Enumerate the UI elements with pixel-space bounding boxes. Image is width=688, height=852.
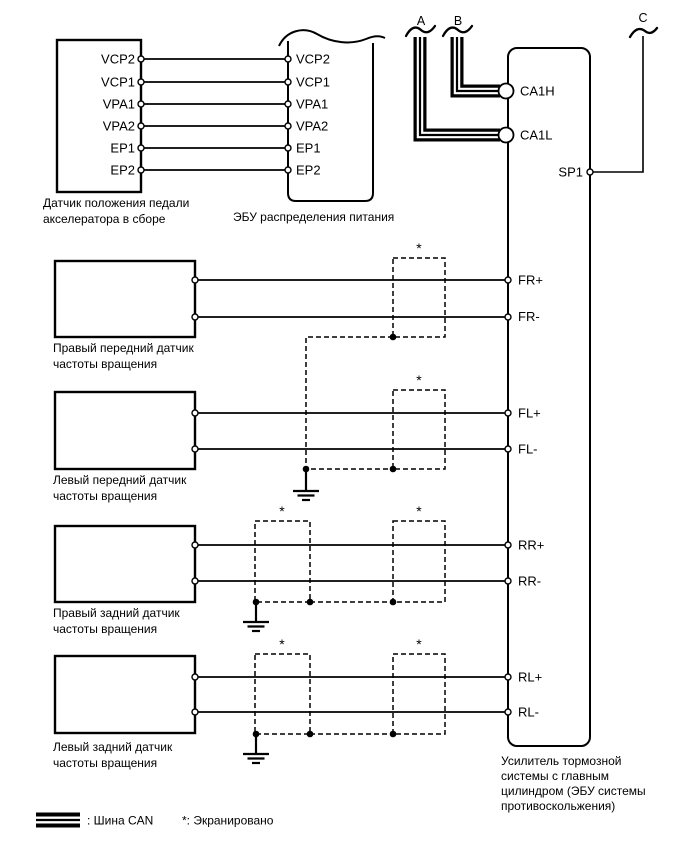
terminal-rr-sensor-minus — [192, 578, 198, 584]
sp1-label: SP1 — [558, 164, 583, 180]
terminal-rr-sensor-plus — [192, 542, 198, 548]
terminal-rr-plus — [505, 542, 511, 548]
terminal-rl-sensor-minus — [192, 709, 198, 715]
terminal-pedal-vcp2 — [138, 56, 144, 62]
brake-ecu-label-line1: Усилитель тормозной — [501, 754, 622, 768]
terminal-power-ep2 — [285, 167, 291, 173]
rr-minus-label: RR- — [518, 573, 542, 589]
rl-plus-label: RL+ — [518, 669, 543, 685]
pedal-pin-vpa1: VPA1 — [102, 96, 135, 112]
pedal-pin-vpa2: VPA2 — [102, 118, 135, 134]
fr-sensor-label-line1: Правый передний датчик — [53, 341, 194, 355]
fl-minus-label: FL- — [518, 441, 538, 457]
shield-box-rl-ecu — [393, 654, 445, 734]
terminal-rl-minus — [505, 709, 511, 715]
power-pin-ep1: EP1 — [296, 140, 321, 156]
shield-box-rl-sensor — [255, 654, 310, 734]
pedal-pin-ep2: EP2 — [110, 162, 135, 178]
shield-box-rr-sensor — [255, 521, 310, 602]
terminal-ca1l — [499, 128, 514, 143]
ground-symbol-rr — [243, 602, 269, 631]
power-ecu-break-edge — [279, 30, 385, 46]
power-pin-vcp2: VCP2 — [296, 51, 330, 67]
can-bus-wire-b — [457, 37, 500, 91]
terminal-power-vpa1 — [285, 101, 291, 107]
shield-asterisk-fl: * — [416, 372, 422, 388]
rl-minus-label: RL- — [518, 704, 539, 720]
terminal-rr-minus — [505, 578, 511, 584]
junction-dot — [390, 599, 397, 606]
power-ecu-label: ЭБУ распределения питания — [233, 210, 395, 224]
shield-asterisk-rl-sensor: * — [279, 636, 285, 652]
pedal-sensor-label-line2: акселератора в сборе — [43, 212, 166, 226]
rr-sensor-label-line1: Правый задний датчик — [53, 606, 180, 620]
terminal-pedal-vpa2 — [138, 123, 144, 129]
pedal-pin-ep1: EP1 — [110, 140, 135, 156]
fl-plus-label: FL+ — [518, 405, 541, 421]
can-wire-c-label: C — [638, 11, 648, 25]
terminal-rl-sensor-plus — [192, 674, 198, 680]
can-bus-b-outer — [457, 37, 500, 91]
junction-dot — [390, 466, 397, 473]
pedal-pin-vcp1: VCP1 — [101, 74, 135, 90]
wire-c — [590, 36, 643, 172]
fl-sensor-box — [55, 392, 195, 469]
terminal-fl-minus — [505, 446, 511, 452]
terminal-fr-minus — [505, 314, 511, 320]
terminal-fl-sensor-minus — [192, 446, 198, 452]
ground-symbol-rl — [243, 734, 269, 763]
ca1l-label: CA1L — [520, 127, 553, 143]
terminal-power-vpa2 — [285, 123, 291, 129]
ca1h-label: CA1H — [520, 83, 555, 99]
shield-box-rr-ecu — [393, 521, 445, 602]
terminal-ca1h — [499, 84, 514, 99]
legend-can-bus-label: : Шина CAN — [87, 813, 154, 828]
terminal-fr-sensor-plus — [192, 277, 198, 283]
terminal-sp1 — [587, 169, 593, 175]
rr-sensor-label-line2: частоты вращения — [53, 622, 158, 636]
terminal-fr-sensor-minus — [192, 314, 198, 320]
fr-plus-label: FR+ — [518, 272, 543, 288]
can-wire-b-label: B — [453, 14, 463, 28]
terminal-pedal-ep1 — [138, 145, 144, 151]
pedal-sensor-label-line1: Датчик положения педали — [43, 196, 190, 210]
terminal-fl-plus — [505, 410, 511, 416]
fr-sensor-box — [55, 261, 195, 337]
shield-asterisk-fr: * — [416, 240, 422, 256]
rl-sensor-label-line2: частоты вращения — [53, 756, 158, 770]
brake-ecu-label-line2: системы с главным — [501, 769, 609, 783]
legend-shielded-label: *: Экранировано — [182, 813, 274, 828]
terminal-fr-plus — [505, 277, 511, 283]
power-pin-vpa1: VPA1 — [296, 96, 329, 112]
junction-dot — [307, 599, 314, 606]
terminal-power-ep1 — [285, 145, 291, 151]
fl-sensor-label-line2: частоты вращения — [53, 489, 158, 503]
power-pin-ep2: EP2 — [296, 162, 321, 178]
shield-box-fl — [393, 390, 445, 469]
brake-ecu-label-line4: противоскольжения) — [501, 799, 616, 813]
terminal-rl-plus — [505, 674, 511, 680]
power-pin-vcp1: VCP1 — [296, 74, 330, 90]
terminal-pedal-vpa1 — [138, 101, 144, 107]
can-wire-a-label: A — [416, 14, 426, 28]
junction-dot — [307, 731, 314, 738]
terminal-power-vcp2 — [285, 56, 291, 62]
junction-dot — [390, 334, 397, 341]
break-symbol-c — [630, 28, 657, 37]
fl-sensor-label-line1: Левый передний датчик — [53, 473, 187, 487]
brake-ecu-box — [508, 48, 590, 746]
pedal-pin-vcp2: VCP2 — [101, 51, 135, 67]
pedal-to-power-wires — [141, 59, 288, 170]
shield-asterisk-rr-sensor: * — [279, 503, 285, 519]
terminal-pedal-ep2 — [138, 167, 144, 173]
terminal-fl-sensor-plus — [192, 410, 198, 416]
brake-ecu-label-line3: цилиндром (ЭБУ системы — [501, 784, 646, 798]
shield-box-fr — [393, 258, 445, 337]
rl-sensor-label-line1: Левый задний датчик — [53, 740, 173, 754]
rr-sensor-box — [55, 526, 195, 602]
shield-asterisk-rr-ecu: * — [416, 503, 422, 519]
terminal-power-vcp1 — [285, 79, 291, 85]
ground-symbol-front — [293, 469, 319, 500]
junction-dot — [390, 731, 397, 738]
rr-plus-label: RR+ — [518, 537, 545, 553]
terminal-pedal-vcp1 — [138, 79, 144, 85]
fr-sensor-label-line2: частоты вращения — [53, 357, 158, 371]
power-pin-vpa2: VPA2 — [296, 118, 329, 134]
rl-sensor-box — [55, 656, 195, 733]
shield-asterisk-rl-ecu: * — [416, 636, 422, 652]
fr-minus-label: FR- — [518, 309, 540, 324]
